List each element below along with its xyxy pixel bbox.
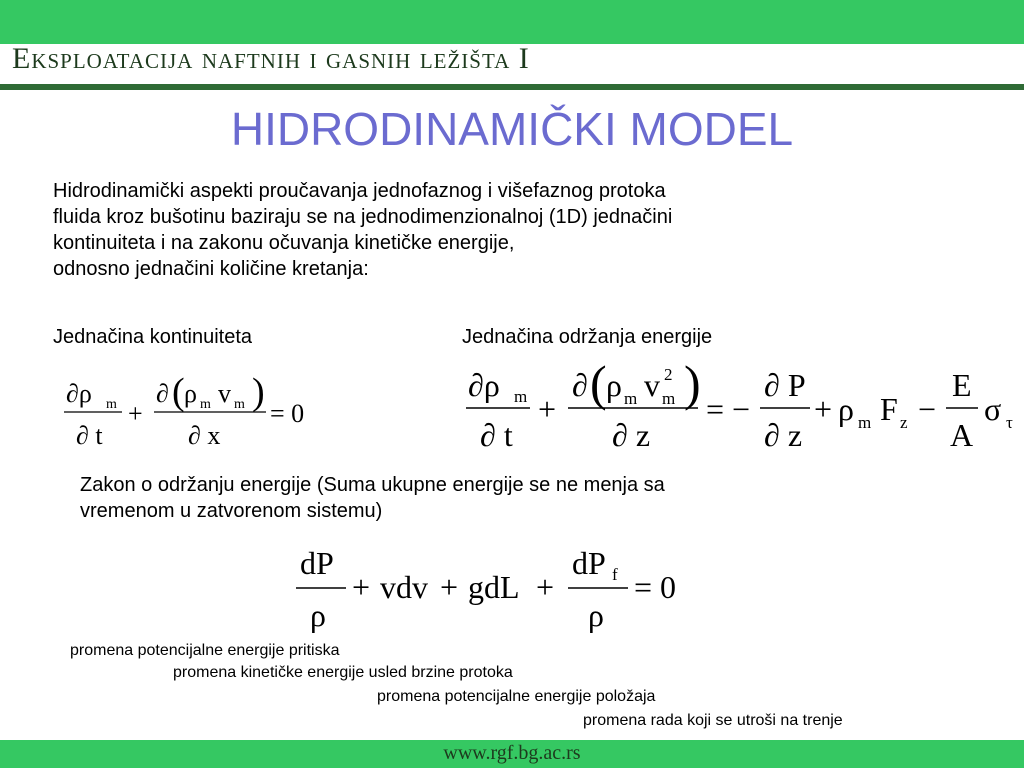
en-t1-num: ∂ρ (468, 367, 500, 403)
header-divider (0, 84, 1024, 90)
annotation-position-energy: promena potencijalne energije položaja (377, 688, 656, 705)
law-line: vremenom u zatvorenom sistemu) (80, 500, 383, 522)
law-plus-1: + (352, 569, 371, 605)
cont-t2-den: ∂ x (188, 421, 221, 450)
cont-t2-rparen: ) (252, 371, 265, 413)
en-t3-den: ∂ z (764, 417, 803, 453)
law-t3: gdL (468, 569, 520, 605)
en-t2-v: v (644, 367, 660, 403)
law-t1-den: ρ (310, 597, 326, 633)
energy-law-equation (290, 540, 710, 640)
en-t2-partial: ∂ (572, 367, 588, 403)
en-t4-F-sub: z (900, 413, 908, 432)
law-plus-3: + (536, 569, 555, 605)
en-plus-2: + (814, 391, 833, 427)
intro-line: Hidrodinamički aspekti proučavanja jednofaznog i višefaznog protoka (53, 180, 666, 202)
cont-t1-num: ∂ρ (66, 379, 92, 408)
cont-t2-rho: ρ (184, 379, 197, 408)
intro-line: odnosno jednačini količine kretanja: (53, 258, 369, 280)
en-t4-F: F (880, 391, 898, 427)
law-t1-num: dP (300, 545, 334, 581)
en-t5-num: E (952, 367, 972, 403)
continuity-equation-label: Jednačina kontinuiteta (53, 326, 253, 348)
en-t2-rho-sub: m (624, 389, 638, 408)
en-t2-rparen: ) (684, 355, 701, 411)
top-bar (0, 0, 1024, 44)
en-plus-1: + (538, 391, 557, 427)
en-t4-rho: ρ (838, 391, 854, 427)
annotation-pressure-energy: promena potencijalne energije pritiska (70, 642, 340, 659)
continuity-equation (60, 368, 330, 458)
cont-t2-partial: ∂ (156, 379, 169, 408)
en-t2-rho: ρ (606, 367, 622, 403)
cont-t2-lparen: ( (172, 371, 185, 413)
cont-t1-num-sub: m (106, 397, 117, 412)
en-t5-sigma-sub: τ (1006, 413, 1013, 432)
intro-line: kontinuiteta i na zakonu očuvanja kinetičke energije, (53, 232, 515, 254)
slide-title: HIDRODINAMIČKI MODEL (230, 103, 794, 155)
energy-equation (462, 350, 1022, 460)
law-line: Zakon o održanju energije (Suma ukupne energije se ne menja sa (80, 474, 665, 496)
en-t1-den: ∂ t (480, 417, 513, 453)
law-t4-num: dP (572, 545, 606, 581)
cont-t2-rho-sub: m (200, 397, 211, 412)
cont-plus: + (128, 399, 143, 428)
cont-t2-v-sub: m (234, 397, 245, 412)
law-t2: vdv (380, 569, 428, 605)
en-t1-num-sub: m (514, 387, 528, 406)
en-t2-lparen: ( (590, 355, 607, 411)
en-t5-sigma: σ (984, 391, 1002, 427)
law-t4-num-sub: f (612, 565, 618, 584)
en-t2-v-sup: 2 (664, 365, 673, 384)
law-plus-2: + (440, 569, 459, 605)
en-minus: − (918, 391, 937, 427)
en-eq-minus: = − (706, 391, 751, 427)
law-t4-den: ρ (588, 597, 604, 633)
intro-paragraph (53, 178, 853, 282)
footer-url: www.rgf.bg.ac.rs (443, 742, 581, 764)
cont-t1-den: ∂ t (76, 421, 103, 450)
energy-equation-label: Jednačina održanja energije (462, 326, 713, 348)
cont-t2-v: v (218, 379, 231, 408)
en-t3-num: ∂ P (764, 367, 806, 403)
annotation-kinetic-energy: promena kinetičke energije usled brzine protoka (173, 664, 513, 681)
en-t4-rho-sub: m (858, 413, 872, 432)
annotation-friction-work: promena rada koji se utroši na trenje (583, 712, 843, 729)
cont-equals: = 0 (270, 399, 305, 428)
course-title: Eksploatacija naftnih i gasnih ležišta I (12, 42, 530, 75)
en-t5-den: A (950, 417, 974, 453)
en-t2-v-sub: m (662, 389, 676, 408)
energy-law-text (80, 472, 665, 524)
en-t2-den: ∂ z (612, 417, 651, 453)
intro-line: fluida kroz bušotinu baziraju se na jednodimenzionalnoj (1D) jednačini (53, 206, 673, 228)
law-equals: = 0 (634, 569, 677, 605)
